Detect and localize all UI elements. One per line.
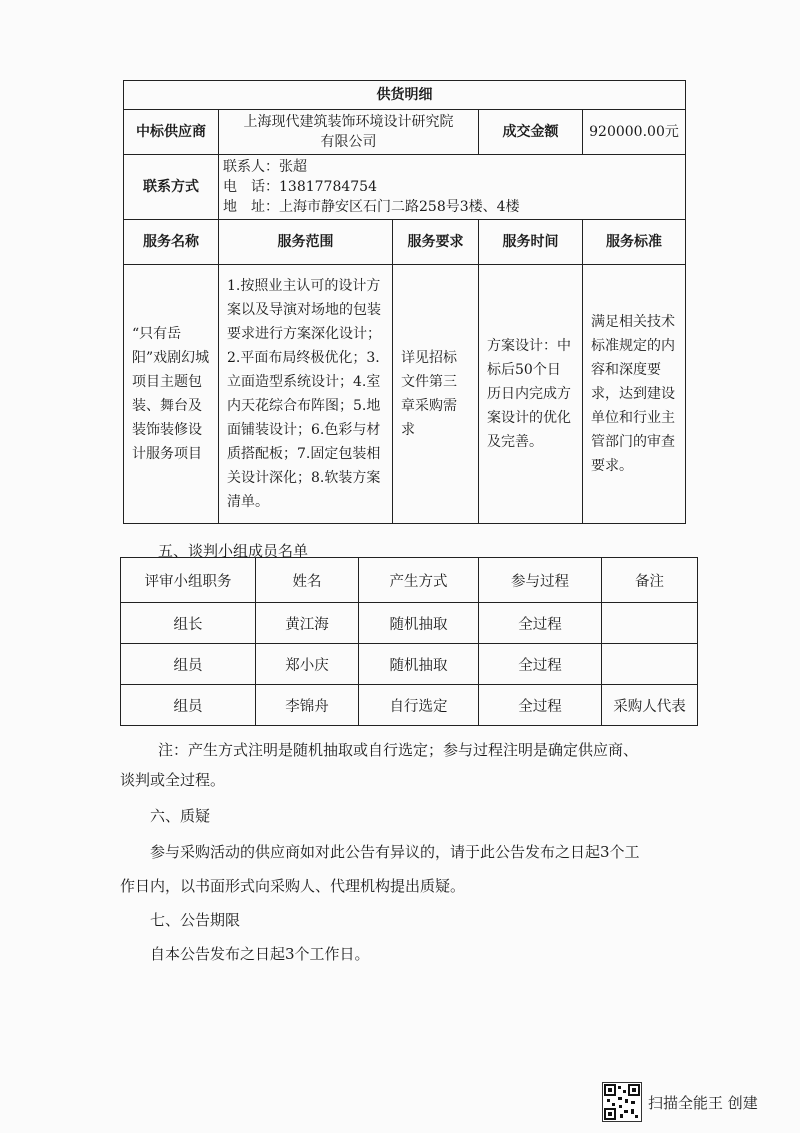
member-remark: 采购人代表 bbox=[602, 685, 698, 726]
header-service-name: 服务名称 bbox=[124, 220, 219, 265]
header-name: 姓名 bbox=[256, 558, 359, 603]
service-time: 方案设计：中标后50个日历日内完成方案设计的优化及完善。 bbox=[479, 265, 583, 524]
panel-note-line2: 谈判或全过程。 bbox=[120, 771, 226, 789]
member-process: 全过程 bbox=[479, 603, 602, 644]
member-process: 全过程 bbox=[479, 685, 602, 726]
table-header-row bbox=[121, 558, 698, 603]
section7-body: 自本公告发布之日起3个工作日。 bbox=[150, 945, 370, 963]
contact-details: 联系人：张超 电 话：13817784754 地 址：上海市静安区石门二路258号3楼、4楼 bbox=[219, 155, 686, 220]
member-method: 随机抽取 bbox=[359, 603, 479, 644]
member-name: 黄江海 bbox=[256, 603, 359, 644]
amount-label: 成交金额 bbox=[479, 110, 583, 155]
member-role: 组长 bbox=[121, 603, 256, 644]
supply-table-title: 供货明细 bbox=[124, 81, 686, 110]
section6-body-line2: 作日内，以书面形式向采购人、代理机构提出质疑。 bbox=[120, 877, 466, 895]
section6-body-line1: 参与采购活动的供应商如对此公告有异议的，请于此公告发布之日起3个工 bbox=[150, 843, 640, 861]
member-name: 李锦舟 bbox=[256, 685, 359, 726]
amount-value: 920000.00元 bbox=[583, 110, 686, 155]
table-row bbox=[121, 644, 698, 685]
table-row bbox=[121, 685, 698, 726]
service-name: “只有岳阳”戏剧幻城项目主题包装、舞台及装饰装修设计服务项目 bbox=[124, 265, 219, 524]
panel-note-line1: 注：产生方式注明是随机抽取或自行选定；参与过程注明是确定供应商、 bbox=[158, 741, 639, 759]
header-role: 评审小组职务 bbox=[121, 558, 256, 603]
supply-details-table bbox=[123, 80, 686, 524]
header-service-requirement: 服务要求 bbox=[393, 220, 479, 265]
section5-title: 五、谈判小组成员名单 bbox=[158, 542, 309, 560]
header-service-standard: 服务标准 bbox=[583, 220, 686, 265]
header-method: 产生方式 bbox=[359, 558, 479, 603]
member-remark bbox=[602, 644, 698, 685]
header-process: 参与过程 bbox=[479, 558, 602, 603]
member-role: 组员 bbox=[121, 685, 256, 726]
qr-code-icon bbox=[602, 1082, 642, 1122]
scanner-brand-watermark: 扫描全能王 创建 bbox=[648, 1094, 758, 1112]
contact-label: 联系方式 bbox=[124, 155, 219, 220]
service-standard: 满足相关技术标准规定的内容和深度要求，达到建设单位和行业主管部门的审查要求。 bbox=[583, 265, 686, 524]
table-row bbox=[121, 603, 698, 644]
panel-members-table bbox=[120, 557, 698, 726]
section7-title: 七、公告期限 bbox=[150, 911, 241, 929]
member-role: 组员 bbox=[121, 644, 256, 685]
header-service-scope: 服务范围 bbox=[219, 220, 393, 265]
bidder-label: 中标供应商 bbox=[124, 110, 219, 155]
header-remark: 备注 bbox=[602, 558, 698, 603]
service-scope: 1.按照业主认可的设计方案以及导演对场地的包装要求进行方案深化设计；2.平面布局终极优化；3.立面造型系统设计；4.室内天花综合布阵图；5.地面铺装设计；6.色彩与材质搭配板；7.固定包装相关设计深化；8.软装方案清单。 bbox=[219, 265, 393, 524]
section6-title: 六、质疑 bbox=[150, 807, 211, 825]
header-service-time: 服务时间 bbox=[479, 220, 583, 265]
bidder-name: 上海现代建筑装饰环境设计研究院 有限公司 bbox=[219, 110, 479, 155]
member-method: 自行选定 bbox=[359, 685, 479, 726]
member-name: 郑小庆 bbox=[256, 644, 359, 685]
member-process: 全过程 bbox=[479, 644, 602, 685]
service-requirement: 详见招标文件第三章采购需求 bbox=[393, 265, 479, 524]
member-remark bbox=[602, 603, 698, 644]
member-method: 随机抽取 bbox=[359, 644, 479, 685]
